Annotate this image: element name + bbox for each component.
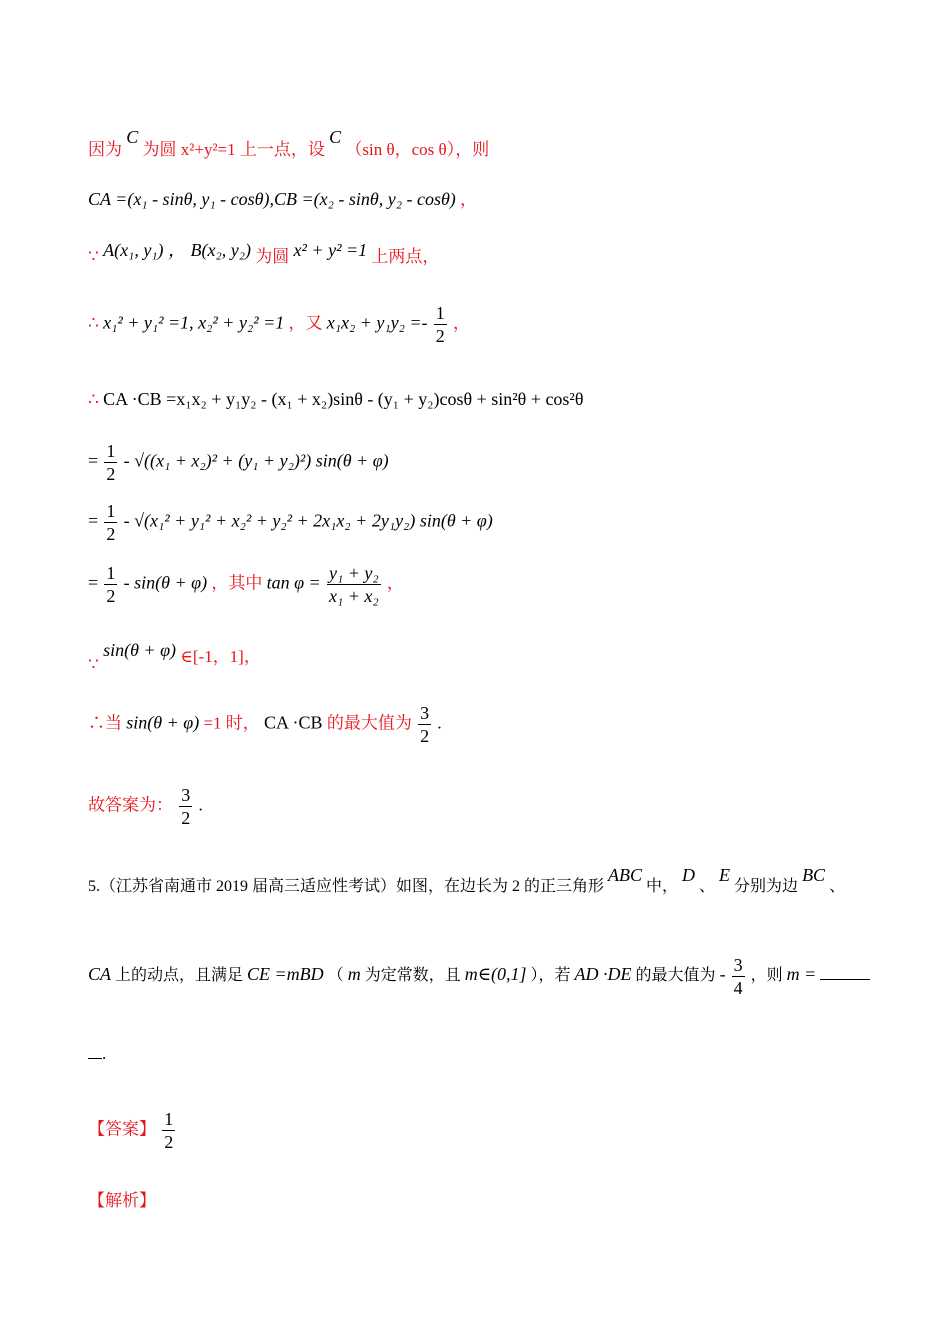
- fraction: $\frac{1}{2}$: [106, 501, 116, 544]
- text: 为圆: [255, 247, 290, 266]
- solution-line-10: [88, 702, 442, 747]
- m-range: m∈(0,1]: [464, 964, 527, 985]
- text: 分别为边: [734, 878, 799, 895]
- text: 、: [829, 878, 846, 895]
- answer-label: 【答案】: [88, 1119, 156, 1139]
- solution-line-1: [88, 127, 490, 161]
- answer-blank: [88, 1042, 102, 1059]
- therefore-symbol: ∴: [88, 390, 99, 409]
- vector-expression: CA =(x₁ - sinθ, y₁ - cosθ),CB =(x₂ - sinθ, y₂ - cosθ): [88, 189, 456, 209]
- tan-expression: tan φ =: [266, 572, 321, 593]
- text: ∈[-1，1]，: [180, 647, 261, 666]
- text: （: [327, 967, 344, 985]
- fraction: $\frac{1}{2}$: [106, 441, 116, 484]
- fraction: $\frac{3}{4}$: [733, 955, 743, 998]
- analysis-line: [88, 1190, 156, 1212]
- fraction: $\frac{1}{2}$: [106, 563, 116, 606]
- text: ，又: [288, 313, 323, 333]
- question-5-line-2: [88, 954, 870, 999]
- text: ，: [386, 573, 404, 593]
- solution-line-8: [88, 562, 404, 607]
- solution-line-3: [88, 240, 440, 268]
- text: 上两点，: [371, 247, 440, 266]
- text: ），若: [530, 967, 571, 985]
- equation: x₁x₂ + y₁y₂ =-: [326, 312, 428, 333]
- analysis-label: 【解析】: [88, 1191, 156, 1210]
- m-equals: m =: [786, 964, 817, 985]
- side-ca: CA: [88, 964, 112, 985]
- answer-blank: [820, 963, 870, 980]
- point-e: E: [719, 865, 731, 885]
- sin-expression: sin(θ + φ): [103, 640, 177, 660]
- dot-product: AD ·DE: [574, 964, 632, 985]
- text: 的最大值为: [635, 967, 716, 985]
- because-symbol: ∵: [88, 247, 99, 266]
- equation: - sin(θ + φ): [123, 572, 208, 593]
- equals: =: [88, 510, 99, 531]
- text: .: [102, 1044, 107, 1063]
- text: .: [198, 795, 203, 815]
- text: 中，: [646, 878, 679, 895]
- answer-line: [88, 1108, 177, 1153]
- text: 因为: [88, 140, 122, 159]
- question-text: 5.（江苏省南通市 2019 届高三适应性考试）如图，在边长为 2 的正三角形: [88, 878, 605, 895]
- text: ∴当: [88, 713, 122, 733]
- fraction: $\frac{1}{2}$: [164, 1109, 174, 1152]
- equation: - √(x₁² + y₁² + x₂² + y₂² + 2x₁x₂ + 2y₁y₂) sin(θ + φ): [123, 510, 493, 531]
- m-variable: m: [347, 964, 361, 985]
- text: ，: [453, 313, 471, 333]
- triangle-abc: ABC: [608, 865, 643, 885]
- equation: x₁² + y₁² =1, x₂² + y₂² =1: [103, 312, 285, 333]
- therefore-symbol: ∴: [88, 313, 99, 333]
- text: ，其中: [211, 573, 263, 593]
- point-c: C: [126, 127, 139, 147]
- question-5-line-3: [88, 1042, 106, 1065]
- points-expression: A(x₁, y₁) ， B(x₂, y₂): [103, 240, 252, 260]
- text: 为圆 x²+y²=1 上一点，设: [142, 140, 325, 159]
- text: （sin θ，cos θ），则: [345, 140, 490, 159]
- sin-expression: sin(θ + φ): [126, 712, 200, 733]
- solution-line-5: [88, 388, 583, 411]
- text: 上的动点，且满足: [115, 967, 244, 985]
- answer-text: 故答案为：: [88, 795, 173, 815]
- solution-line-7: [88, 500, 493, 545]
- circle-equation: x² + y² =1: [293, 240, 368, 260]
- vector-equation: CE =mBD: [247, 964, 324, 985]
- point-c: C: [329, 127, 342, 147]
- side-bc: BC: [802, 865, 826, 885]
- text: =1 时，: [203, 713, 260, 733]
- minus: -: [719, 964, 726, 985]
- fraction: $\frac{3}{2}$: [181, 785, 191, 828]
- solution-line-11: [88, 784, 203, 829]
- solution-line-6: [88, 440, 389, 485]
- fraction: $\frac{3}{2}$: [420, 703, 430, 746]
- text: 、: [699, 878, 716, 895]
- fraction: $\frac{\text{y₁ + y₂}}{\text{x₁ + x₂}}$: [328, 563, 379, 606]
- equals: =: [88, 450, 99, 471]
- question-5-line-1: [88, 865, 846, 898]
- text: 的最大值为: [326, 713, 412, 733]
- point-d: D: [682, 865, 696, 885]
- text: .: [437, 713, 442, 733]
- dot-product: CA ·CB: [264, 712, 323, 733]
- solution-line-4: [88, 302, 470, 347]
- solution-line-9: [88, 640, 261, 674]
- solution-line-2: [88, 188, 477, 211]
- equation: CA ·CB =x₁x₂ + y₁y₂ - (x₁ + x₂)sinθ - (y₁ + y₂)cosθ + sin²θ + cos²θ: [103, 389, 584, 409]
- equation: - √((x₁ + x₂)² + (y₁ + y₂)²) sin(θ + φ): [123, 450, 389, 471]
- text: ，则: [750, 967, 783, 985]
- text: ，: [460, 190, 478, 209]
- because-symbol: ∵: [88, 655, 99, 674]
- fraction: $\frac{1}{2}$: [435, 303, 445, 346]
- equals: =: [88, 572, 99, 593]
- text: 为定常数，且: [364, 967, 461, 985]
